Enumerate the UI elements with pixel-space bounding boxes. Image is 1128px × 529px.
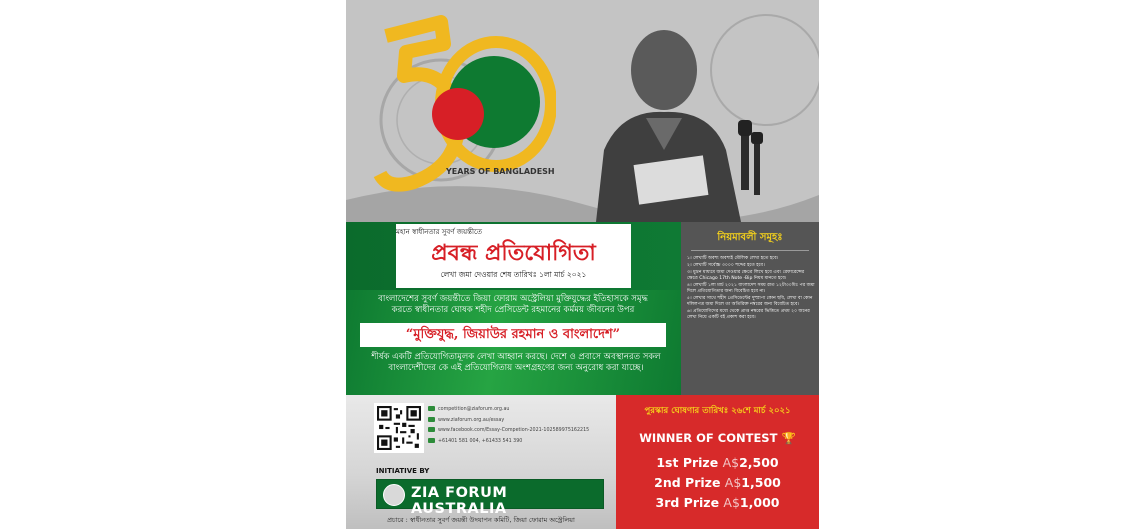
- org-name: ZIA FORUM AUSTRALIA: [411, 485, 508, 517]
- initiative-label: INITIATIVE BY: [376, 467, 430, 475]
- contact-website[interactable]: www.ziaforum.org.au/essay: [428, 416, 613, 427]
- rules-list: [687, 256, 815, 322]
- prize-3rd: 3rd Prize A$1,000: [655, 495, 780, 510]
- org-banner: [376, 479, 604, 517]
- rule-item: ২। লেখাটি সর্বোচ্চ ৩০০০ শব্দের হতে হবে।: [687, 262, 765, 268]
- prize-1st: 1st Prize A$2,500: [656, 455, 779, 470]
- prize-panel: [616, 395, 819, 529]
- invitation-text: শীর্ষক একটি প্রতিযোগিতামূলক লেখা আহ্বান করছে। দেশে ও প্রবাসে অবস্থানরত সকল বাংলাদেশীদের কে এই প্রতিযোগিতায় অংশগ্রহণের জন্য অনুরোধ করা যাচ্ছে।: [371, 352, 661, 373]
- phone-icon: [428, 438, 435, 443]
- contact-section: [346, 395, 616, 529]
- rules-panel: [681, 222, 819, 395]
- rule-item: ৫। লেখার সাথে শহীদ প্রেসিডেন্টের দুষ্প্রাপ্য কোন ছবি, লেখা বা কোন দলিলপত্র জমা দিলে তা অতিরিক্ত নম্বরের জন্য বিবেচিত হবে।: [687, 295, 813, 308]
- rules-title: নিয়মাবলী সমূহঃ: [717, 232, 783, 243]
- poster: [346, 0, 819, 529]
- contact-facebook[interactable]: www.facebook.com/Essay-Competion-2021-102589975162215: [428, 426, 613, 437]
- tagline: মহান স্বাধীনতার সুবর্ণ জয়ন্তীতে: [396, 228, 483, 236]
- competition-title: প্রবন্ধ প্রতিযোগিতা: [431, 240, 596, 266]
- intro-text: বাংলাদেশের সুবর্ণ জয়ন্তীতে জিয়া ফোরাম অস্ট্রেলিয়া মুক্তিযুদ্ধের ইতিহাসকে সমৃদ্ধ করতে স্বাধীনতার ঘোষক শহীদ প্রেসিডেন্ট রহমানের কর্মময় জীবনের উপর: [378, 294, 648, 315]
- submission-deadline: লেখা জমা দেওয়ার শেষ তারিখঃ ১লা মার্চ ২০২১: [440, 270, 587, 279]
- competition-info: [346, 222, 681, 395]
- rule-item: ৩। মুদ্রন মাধ্যমে জমা দেওয়ার ক্ষেত্রে লিখে হবে এবং রেফারেন্সের ক্ষেত্রে Chicago 17th Note -Bip নিয়ম মানতে হবে।: [687, 269, 805, 281]
- trophy-icon: 🏆: [781, 431, 796, 445]
- web-icon: [428, 417, 435, 422]
- facebook-icon: [428, 427, 435, 432]
- description-band: [346, 290, 681, 395]
- announcement-date: পুরস্কার ঘোষণার তারিখঃ ২৬শে মার্চ ২০২১: [644, 406, 791, 416]
- qr-code[interactable]: [374, 403, 424, 453]
- essay-topic: “মুক্তিযুদ্ধ, জিয়াউর রহমান ও বাংলাদেশ”: [360, 323, 666, 347]
- rule-item: ১। লেখাটি অবশ্য অবশ্যই মৌলিক লেখা হতে হবে।: [687, 256, 779, 261]
- leader-portrait: [383, 484, 405, 506]
- rule-item: ৬। প্রতিযোগিদের মধ্যে থেকে প্রাপ্ত নম্বরের ভিত্তিতে প্রথম ২০ জনের লেখা নিয়ে একটি বই প্রকাশ করা হবে।: [687, 308, 810, 321]
- title-card: [396, 224, 631, 288]
- hero-photo: [346, 0, 819, 222]
- contact-email[interactable]: competition@ziaforum.org.au: [428, 405, 613, 416]
- logo-arc-text: YEARS OF BANGLADESH: [446, 167, 555, 176]
- email-icon: [428, 406, 435, 411]
- contact-phone[interactable]: +61401 581 004, +61433 541 390: [428, 437, 613, 448]
- rule-item: ৪। লেখাটি ১লা মার্চ ২০২১ বাংলাদেশ সময় রাত ১২টা৩০মিঃ পর জমা দিলে প্রতিযোগিতার জন্য বিবেচিত হবে না।: [687, 282, 815, 294]
- title-band: [346, 222, 681, 290]
- winner-title: WINNER OF CONTEST 🏆: [639, 431, 796, 445]
- contact-list: [428, 405, 613, 447]
- presenter-credit: প্রচারে : স্বাধীনতার সুবর্ণ জয়ন্তী উদযাপন কমিটি, জিয়া ফোরাম অস্ট্রেলিয়া: [387, 516, 575, 524]
- prize-2nd: 2nd Prize A$1,500: [654, 475, 781, 490]
- rules-divider: [691, 250, 809, 251]
- 50-years-of-bangladesh-logo: [366, 14, 556, 194]
